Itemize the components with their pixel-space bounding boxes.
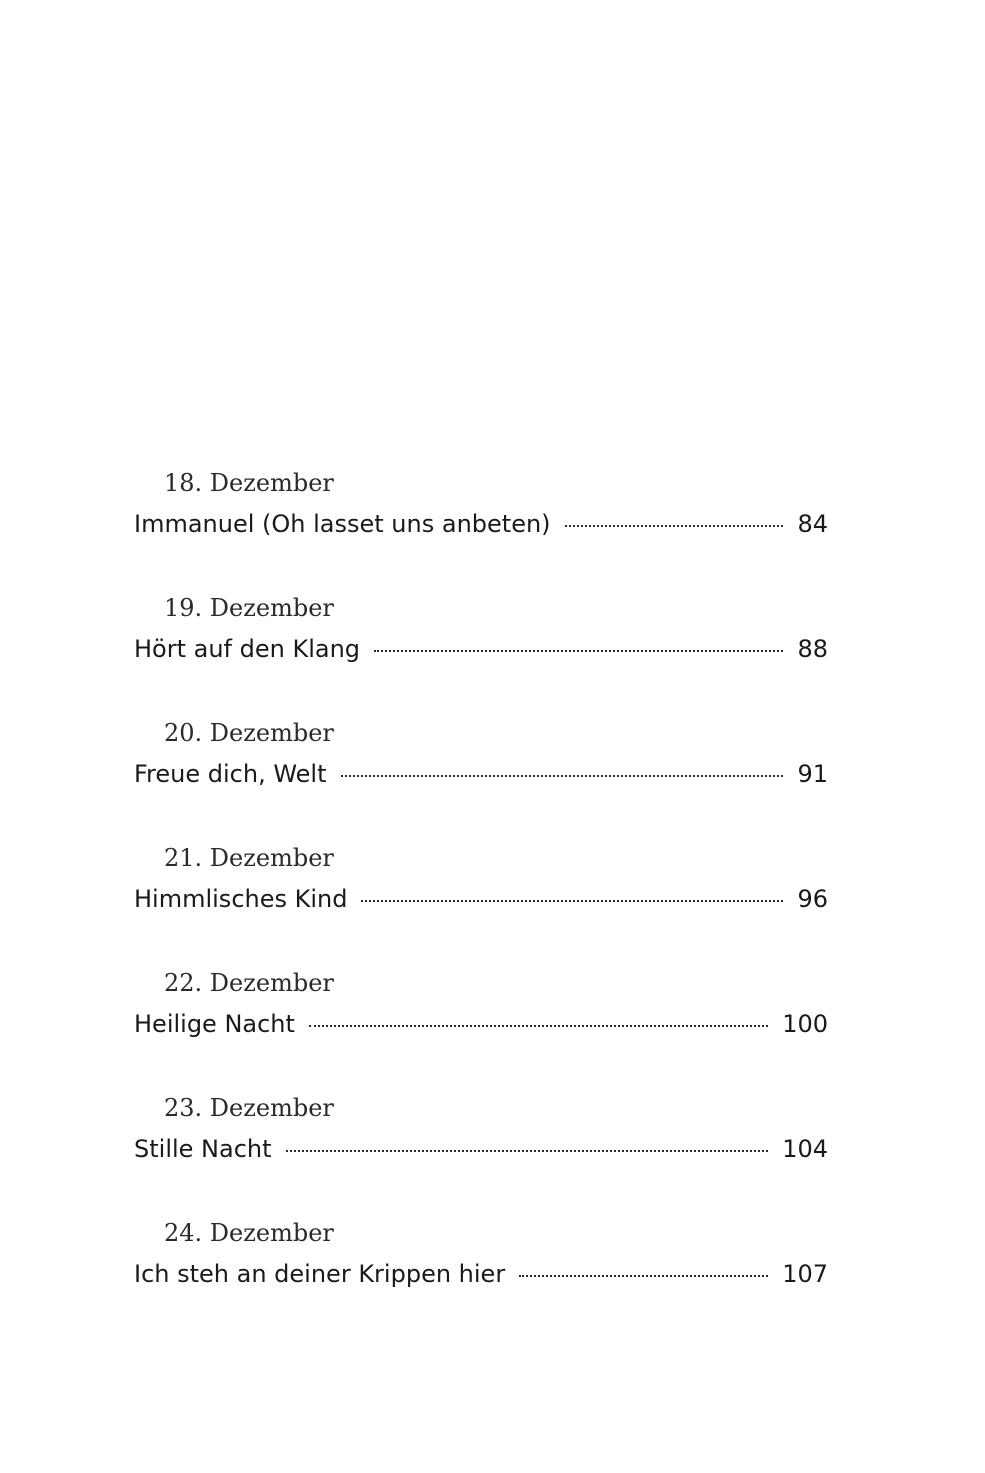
entry-line[interactable] — [134, 504, 828, 544]
entry-title: Immanuel (Oh lasset uns anbeten) — [134, 510, 551, 538]
toc-entry — [134, 587, 828, 712]
page-number: 100 — [782, 1010, 828, 1038]
dot-leader — [519, 1275, 768, 1277]
toc-entry — [134, 837, 828, 962]
entry-date: 19. Dezember — [164, 594, 334, 622]
page-number: 104 — [782, 1135, 828, 1163]
toc-entry — [134, 962, 828, 1087]
entry-line[interactable] — [134, 1004, 828, 1044]
entry-line[interactable] — [134, 754, 828, 794]
entry-line[interactable] — [134, 1254, 828, 1294]
entry-title: Ich steh an deiner Krippen hier — [134, 1260, 506, 1288]
entry-date: 24. Dezember — [164, 1219, 334, 1247]
toc-entry — [134, 1212, 828, 1337]
entry-title: Himmlisches Kind — [134, 885, 348, 913]
toc-entry — [134, 1087, 828, 1212]
entry-date: 23. Dezember — [164, 1094, 334, 1122]
dot-leader — [341, 775, 784, 777]
entry-title: Freue dich, Welt — [134, 760, 327, 788]
page-number: 91 — [797, 760, 828, 788]
entry-date: 22. Dezember — [164, 969, 334, 997]
dot-leader — [361, 900, 783, 902]
entry-title: Heilige Nacht — [134, 1010, 295, 1038]
page-number: 96 — [797, 885, 828, 913]
toc-entry — [134, 712, 828, 837]
entry-date: 18. Dezember — [164, 469, 334, 497]
entry-date: 20. Dezember — [164, 719, 334, 747]
dot-leader — [374, 650, 783, 652]
entry-line[interactable] — [134, 879, 828, 919]
entry-title: Hört auf den Klang — [134, 635, 361, 663]
entry-line[interactable] — [134, 629, 828, 669]
table-of-contents — [134, 462, 828, 1337]
entry-date: 21. Dezember — [164, 844, 334, 872]
dot-leader — [565, 525, 784, 527]
page-number: 88 — [797, 635, 828, 663]
page-number: 84 — [797, 510, 828, 538]
dot-leader — [309, 1025, 768, 1027]
entry-line[interactable] — [134, 1129, 828, 1169]
dot-leader — [286, 1150, 769, 1152]
entry-title: Stille Nacht — [134, 1135, 272, 1163]
page-number: 107 — [782, 1260, 828, 1288]
toc-entry — [134, 462, 828, 587]
